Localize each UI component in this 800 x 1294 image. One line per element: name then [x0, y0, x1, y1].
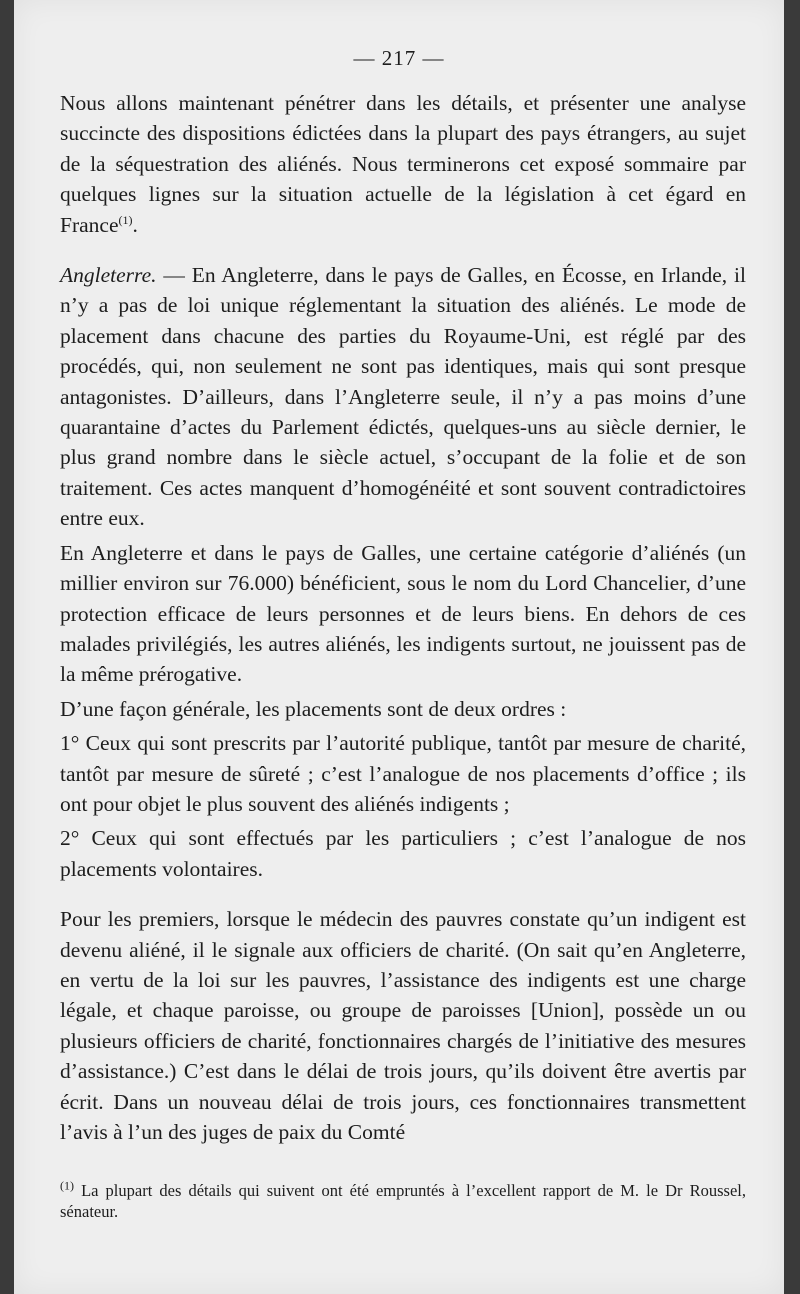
paragraph-lord-chancelier: En Angleterre et dans le pays de Galles, une certaine catégorie d’aliénés (un millier environ sur 76.000) bénéficient, sous le nom du Lord Chancelier, d’une protection efficace de leurs personnes et de leurs biens. En dehors de ces malades privilégiés, les autres aliénés, les indigents surtout, ne jouissent pas de la même prérogative.	[60, 540, 746, 687]
paragraph-placements-intro: D’une façon générale, les placements sont de deux ordres :	[60, 696, 567, 721]
footnote-marker: (1)	[60, 1178, 74, 1193]
book-page	[14, 0, 784, 1294]
footnote	[60, 1180, 746, 1222]
page-number: — 217 —	[353, 46, 445, 70]
paragraph-angleterre-text: — En Angleterre, dans le pays de Galles, en Écosse, en Irlande, il n’y a pas de loi unique réglementant la situation des aliénés. Le mode de placement dans chacune des parties du Royaume-Uni, est réglé par des procédés, qui, non seulement ne sont pas identiques, mais qui sont presque antagonistes. D’ailleurs, dans l’Angleterre seule, il n’y a pas moins d’une quarantaine d’actes du Parlement édictés, quelques-uns au siècle dernier, le plus grand nombre dans le siècle actuel, s’occupant de la folie et de son traitement. Ces actes manquent d’homogénéité et sont souvent contradictoires entre eux.	[60, 263, 746, 531]
paragraph-intro-text: Nous allons maintenant pénétrer dans les détails, et présenter une analyse succincte des dispositions édictées dans la plupart des pays étrangers, au sujet de la séquestration des aliénés. Nous terminerons cet exposé sommaire par quelques lignes sur la situation actuelle de la législation à cet égard en France	[60, 91, 746, 237]
paragraph-premiers: Pour les premiers, lorsque le médecin des pauvres constate qu’un indigent est devenu aliéné, il le signale aux officiers de charité. (On sait qu’en Angleterre, en vertu de la loi sur les pauvres, l’assistance des indigents est une charge légale, et chaque paroisse, ou groupe de paroisses [Union], possède un ou plusieurs officiers de charité, fonctionnaires chargés de l’initiative des mesures d’assistance.) C’est dans le délai de trois jours, qu’ils doivent être avertis par écrit. Dans un nouveau délai de trois jours, ces fonctionnaires transmettent l’avis à l’un des juges de paix du Comté	[60, 907, 746, 1144]
footnote-reference: (1)	[118, 212, 133, 227]
body-text	[60, 88, 746, 1147]
footnote-text: La plupart des détails qui suivent ont été empruntés à l’excellent rapport de M. le Dr Roussel, sénateur.	[60, 1181, 746, 1221]
paragraph-intro-end: .	[132, 212, 138, 237]
paragraph-placements-second: 2° Ceux qui sont effectués par les particuliers ; c’est l’analogue de nos placements volontaires.	[60, 826, 746, 881]
paragraph-angleterre	[60, 260, 746, 534]
paragraph-intro	[60, 88, 746, 240]
paragraph-placements-first: 1° Ceux qui sont prescrits par l’autorité publique, tantôt par mesure de charité, tantôt par mesure de sûreté ; c’est l’analogue de nos placements d’office ; ils ont pour objet le plus souvent des aliénés indigents ;	[60, 731, 746, 816]
section-heading-angleterre: Angleterre.	[60, 263, 157, 288]
